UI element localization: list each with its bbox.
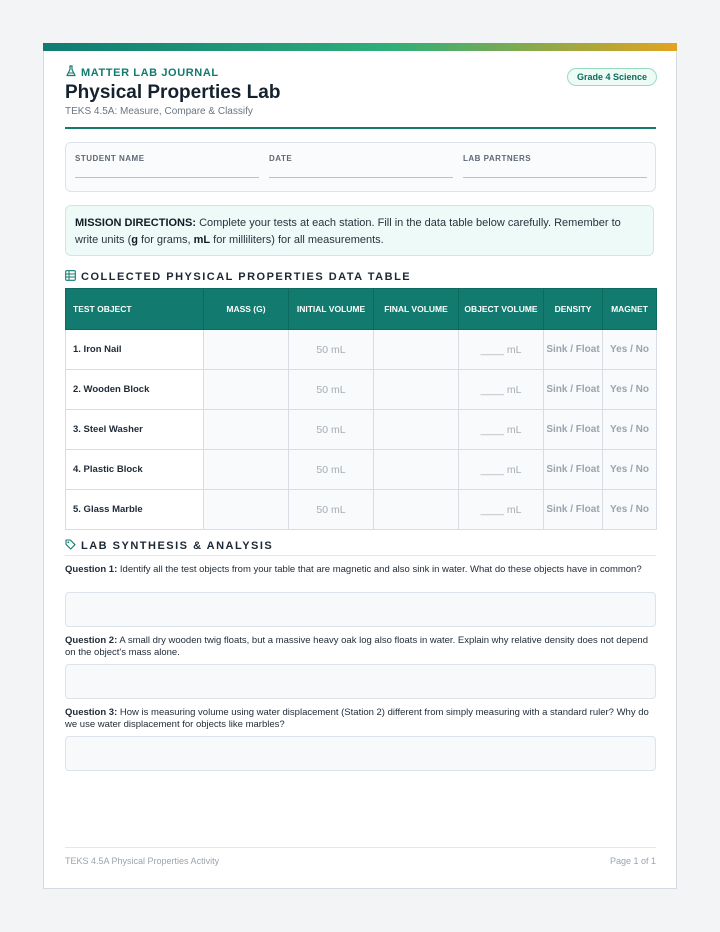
table-row (66, 330, 657, 370)
unit-milliliters: mL (193, 234, 211, 246)
final-volume-cell[interactable] (374, 370, 459, 410)
brand-label: MATTER LAB JOURNAL (81, 66, 219, 79)
flask-icon (65, 65, 77, 80)
question-2-label: Question 2: (65, 635, 118, 646)
page-subtitle: TEKS 4.5A: Measure, Compare & Classify (65, 106, 253, 117)
header-gradient-bar (43, 43, 677, 51)
lab-partners-line[interactable] (463, 177, 647, 178)
density-cell[interactable]: Sink / Float (544, 450, 603, 490)
object-name: 2. Wooden Block (66, 370, 204, 410)
mission-directions (65, 205, 654, 256)
lab-partners-label: LAB PARTNERS (463, 154, 532, 163)
analysis-heading (65, 539, 273, 553)
date-label: DATE (269, 154, 293, 163)
student-info-box (65, 142, 656, 192)
footer-left: TEKS 4.5A Physical Properties Activity (65, 856, 220, 866)
object-volume-cell[interactable]: ____ mL (459, 330, 544, 370)
page-title: Physical Properties Lab (65, 82, 281, 103)
object-name: 1. Iron Nail (66, 330, 204, 370)
mass-cell[interactable] (204, 330, 289, 370)
question-3-label: Question 3: (65, 707, 118, 718)
lab-partners-field[interactable] (463, 154, 647, 178)
answer-3-box[interactable] (65, 736, 656, 771)
col-initial-volume: INITIAL VOLUME (289, 289, 374, 330)
table-row (66, 450, 657, 490)
data-table (65, 288, 657, 530)
col-final-volume: FINAL VOLUME (374, 289, 459, 330)
magnet-cell[interactable]: Yes / No (603, 330, 657, 370)
magnet-cell[interactable]: Yes / No (603, 410, 657, 450)
header-divider (65, 127, 656, 129)
page-number: Page 1 of 1 (609, 856, 656, 866)
question-2-text: A small dry wooden twig floats, but a massive heavy oak log also floats in water. Explain why relative density does not depend on the object's mass alone. (65, 635, 648, 658)
answer-2-box[interactable] (65, 664, 656, 699)
table-header-row (66, 289, 657, 330)
final-volume-cell[interactable] (374, 450, 459, 490)
magnet-cell[interactable]: Yes / No (603, 370, 657, 410)
question-1-text: Identify all the test objects from your table that are magnetic and also sink in water. What do these objects have in common? (117, 564, 642, 575)
student-name-field[interactable] (75, 154, 259, 178)
date-line[interactable] (269, 177, 453, 178)
grade-badge: Grade 4 Science (567, 68, 657, 86)
answer-1-box[interactable] (65, 592, 656, 627)
final-volume-cell[interactable] (374, 330, 459, 370)
mass-cell[interactable] (204, 370, 289, 410)
mass-cell[interactable] (204, 410, 289, 450)
mission-label: MISSION DIRECTIONS: (75, 217, 197, 229)
initial-volume-cell: 50 mL (289, 410, 374, 450)
magnet-cell[interactable]: Yes / No (603, 490, 657, 530)
student-name-line[interactable] (75, 177, 259, 178)
initial-volume-cell: 50 mL (289, 490, 374, 530)
data-table-heading-text: COLLECTED PHYSICAL PROPERTIES DATA TABLE (81, 271, 412, 283)
question-2 (65, 635, 656, 659)
object-volume-cell[interactable]: ____ mL (459, 410, 544, 450)
mission-text-1: Complete your tests at each station. Fill in the data table below carefully. Remember to write units ( (75, 217, 621, 246)
object-name: 3. Steel Washer (66, 410, 204, 450)
data-table-heading (65, 270, 411, 284)
initial-volume-cell: 50 mL (289, 330, 374, 370)
analysis-divider (65, 555, 656, 556)
final-volume-cell[interactable] (374, 410, 459, 450)
initial-volume-cell: 50 mL (289, 370, 374, 410)
object-volume-cell[interactable]: ____ mL (459, 450, 544, 490)
mission-text-3: for milliliters) for all measurements. (210, 234, 384, 246)
col-density: DENSITY (544, 289, 603, 330)
magnet-cell[interactable]: Yes / No (603, 450, 657, 490)
density-cell[interactable]: Sink / Float (544, 370, 603, 410)
unit-grams: g (131, 234, 138, 246)
analysis-heading-text: LAB SYNTHESIS & ANALYSIS (81, 540, 274, 552)
student-name-label: STUDENT NAME (75, 154, 145, 163)
object-name: 5. Glass Marble (66, 490, 204, 530)
object-volume-cell[interactable]: ____ mL (459, 490, 544, 530)
worksheet-page (43, 43, 677, 889)
density-cell[interactable]: Sink / Float (544, 490, 603, 530)
density-cell[interactable]: Sink / Float (544, 330, 603, 370)
table-grid-icon (65, 270, 76, 284)
mission-text-2: for grams, (137, 234, 194, 246)
date-field[interactable] (269, 154, 453, 178)
col-test-object: TEST OBJECT (66, 289, 204, 330)
mass-cell[interactable] (204, 450, 289, 490)
col-mass: MASS (G) (204, 289, 289, 330)
tag-icon (65, 539, 76, 553)
question-3-text: How is measuring volume using water displacement (Station 2) different from simply measuring with a standard ruler? Why do we use water displacement for objects like marbles? (65, 707, 649, 730)
table-row (66, 370, 657, 410)
footer-divider (65, 847, 656, 848)
col-magnet: MAGNET (603, 289, 657, 330)
question-1-label: Question 1: (65, 564, 118, 575)
col-object-volume: OBJECT VOLUME (459, 289, 544, 330)
object-volume-cell[interactable]: ____ mL (459, 370, 544, 410)
object-name: 4. Plastic Block (66, 450, 204, 490)
brand (65, 65, 219, 80)
question-3 (65, 707, 656, 731)
final-volume-cell[interactable] (374, 490, 459, 530)
table-row (66, 490, 657, 530)
density-cell[interactable]: Sink / Float (544, 410, 603, 450)
table-row (66, 410, 657, 450)
question-1 (65, 564, 656, 576)
initial-volume-cell: 50 mL (289, 450, 374, 490)
mass-cell[interactable] (204, 490, 289, 530)
